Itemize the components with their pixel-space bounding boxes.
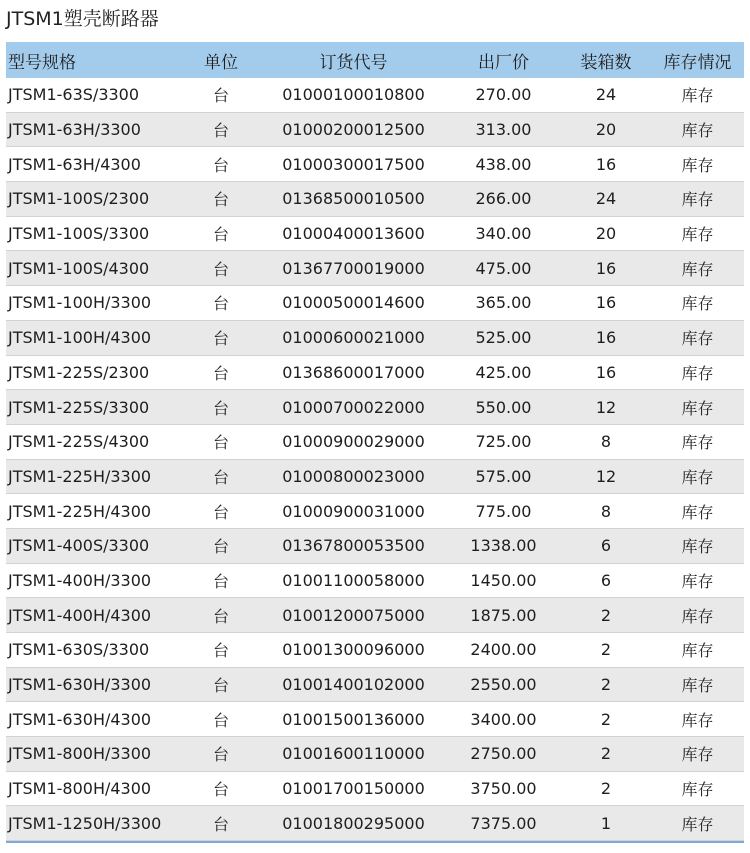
cell-model: JTSM1-100H/3300 [8,293,152,313]
cell-model: JTSM1-63H/4300 [8,154,141,174]
cell-order-code: 01001800295000 [282,813,425,833]
cell-order-code: 01368500010500 [282,189,425,209]
cell-order-code: 01000800023000 [282,466,425,486]
cell-unit: 台 [212,641,229,661]
cell-unit: 台 [212,710,229,730]
cell-price: 270.00 [475,85,532,105]
cell-stock: 库存 [681,259,714,279]
cell-pack-qty: 2 [600,779,612,799]
cell-stock: 库存 [681,121,714,141]
header-price: 出厂价 [478,52,529,73]
cell-unit: 台 [212,329,229,349]
cell-stock: 库存 [681,398,714,418]
table-row [6,633,744,668]
cell-model: JTSM1-800H/4300 [8,779,152,799]
cell-order-code: 01000900029000 [282,432,425,452]
cell-stock: 库存 [681,433,714,453]
table-row [6,529,744,564]
price-table [6,42,744,841]
cell-pack-qty: 2 [600,640,612,660]
cell-stock: 库存 [681,710,714,730]
cell-price: 2400.00 [470,640,537,660]
table-row [6,702,744,737]
cell-stock: 库存 [681,190,714,210]
cell-unit: 台 [212,676,229,696]
cell-model: JTSM1-100S/4300 [8,258,150,278]
table-row [6,113,744,148]
cell-pack-qty: 2 [600,709,612,729]
cell-pack-qty: 20 [595,224,617,244]
cell-stock: 库存 [681,467,714,487]
cell-unit: 台 [212,259,229,279]
cell-price: 1875.00 [470,605,537,625]
cell-model: JTSM1-630H/4300 [8,709,152,729]
cell-pack-qty: 24 [595,189,617,209]
cell-price: 340.00 [475,224,532,244]
table-row [6,772,744,807]
cell-pack-qty: 20 [595,120,617,140]
page-title: JTSM1塑壳断路器 [6,8,159,30]
cell-pack-qty: 6 [600,570,612,590]
cell-unit: 台 [212,606,229,626]
cell-model: JTSM1-225H/4300 [8,501,152,521]
cell-order-code: 01000600021000 [282,328,425,348]
cell-stock: 库存 [681,780,714,800]
cell-unit: 台 [212,121,229,141]
cell-price: 313.00 [475,120,532,140]
cell-price: 266.00 [475,189,532,209]
cell-model: JTSM1-800H/3300 [8,744,152,764]
table-row [6,147,744,182]
table-row [6,321,744,356]
cell-stock: 库存 [681,606,714,626]
cell-unit: 台 [212,537,229,557]
cell-stock: 库存 [681,676,714,696]
cell-price: 438.00 [475,154,532,174]
cell-price: 1338.00 [470,536,537,556]
cell-order-code: 01000400013600 [282,224,425,244]
cell-order-code: 01367800053500 [282,536,425,556]
cell-unit: 台 [212,467,229,487]
cell-stock: 库存 [681,155,714,175]
table-row [6,668,744,703]
cell-price: 575.00 [475,466,532,486]
header-order-code: 订货代号 [319,52,388,73]
cell-order-code: 01001700150000 [282,779,425,799]
cell-model: JTSM1-225S/2300 [8,362,150,382]
cell-unit: 台 [212,814,229,834]
header-pack-qty: 装箱数 [580,52,632,73]
cell-price: 550.00 [475,397,532,417]
cell-unit: 台 [212,155,229,175]
cell-price: 3400.00 [470,709,537,729]
cell-model: JTSM1-400H/4300 [8,605,152,625]
cell-order-code: 01000500014600 [282,293,425,313]
table-row [6,564,744,599]
cell-pack-qty: 16 [595,293,617,313]
cell-model: JTSM1-400S/3300 [8,536,150,556]
cell-model: JTSM1-630S/3300 [8,640,150,660]
cell-unit: 台 [212,502,229,522]
header-unit: 单位 [204,52,238,73]
table-header [6,42,744,78]
cell-price: 2750.00 [470,744,537,764]
cell-pack-qty: 24 [595,85,617,105]
table-row [6,425,744,460]
cell-pack-qty: 12 [595,466,617,486]
cell-pack-qty: 2 [600,605,612,625]
cell-stock: 库存 [681,502,714,522]
cell-price: 1450.00 [470,570,537,590]
cell-stock: 库存 [681,329,714,349]
cell-unit: 台 [212,433,229,453]
cell-unit: 台 [212,86,229,106]
cell-unit: 台 [212,190,229,210]
cell-stock: 库存 [681,745,714,765]
header-stock: 库存情况 [663,52,732,73]
table-row [6,251,744,286]
cell-model: JTSM1-63S/3300 [8,85,140,105]
table-bottom-rule [6,841,744,843]
cell-model: JTSM1-225H/3300 [8,466,152,486]
cell-order-code: 01001500136000 [282,709,425,729]
cell-pack-qty: 2 [600,744,612,764]
cell-model: JTSM1-225S/3300 [8,397,150,417]
cell-unit: 台 [212,745,229,765]
cell-order-code: 01000300017500 [282,154,425,174]
cell-model: JTSM1-630H/3300 [8,675,152,695]
cell-unit: 台 [212,294,229,314]
cell-order-code: 01000100010800 [282,85,425,105]
cell-stock: 库存 [681,814,714,834]
cell-pack-qty: 16 [595,362,617,382]
cell-stock: 库存 [681,363,714,383]
cell-price: 525.00 [475,328,532,348]
cell-stock: 库存 [681,294,714,314]
cell-model: JTSM1-1250H/3300 [8,813,162,833]
cell-pack-qty: 16 [595,154,617,174]
cell-price: 365.00 [475,293,532,313]
cell-price: 7375.00 [470,813,537,833]
table-row [6,598,744,633]
table-row [6,737,744,772]
cell-order-code: 01001100058000 [282,570,425,590]
cell-stock: 库存 [681,86,714,106]
cell-model: JTSM1-400H/3300 [8,570,152,590]
cell-unit: 台 [212,363,229,383]
table-body [6,78,744,841]
cell-unit: 台 [212,225,229,245]
cell-order-code: 01000200012500 [282,120,425,140]
cell-model: JTSM1-100H/4300 [8,328,152,348]
cell-price: 475.00 [475,258,532,278]
table-row [6,806,744,841]
cell-model: JTSM1-225S/4300 [8,432,150,452]
cell-pack-qty: 16 [595,328,617,348]
cell-price: 3750.00 [470,779,537,799]
cell-order-code: 01367700019000 [282,258,425,278]
cell-pack-qty: 8 [600,501,612,521]
cell-pack-qty: 12 [595,397,617,417]
cell-order-code: 01001400102000 [282,675,425,695]
cell-price: 725.00 [475,432,532,452]
cell-order-code: 01368600017000 [282,362,425,382]
table-row [6,494,744,529]
header-model: 型号规格 [8,52,76,73]
cell-model: JTSM1-100S/2300 [8,189,150,209]
cell-pack-qty: 8 [600,432,612,452]
cell-model: JTSM1-100S/3300 [8,224,150,244]
cell-pack-qty: 1 [600,813,612,833]
cell-unit: 台 [212,398,229,418]
cell-order-code: 01001200075000 [282,605,425,625]
cell-unit: 台 [212,571,229,591]
cell-order-code: 01001300096000 [282,640,425,660]
table-row [6,460,744,495]
cell-stock: 库存 [681,537,714,557]
table-row [6,286,744,321]
cell-price: 425.00 [475,362,532,382]
table-row [6,182,744,217]
cell-stock: 库存 [681,225,714,245]
cell-order-code: 01000900031000 [282,501,425,521]
table-row [6,78,744,113]
cell-stock: 库存 [681,571,714,591]
cell-price: 775.00 [475,501,532,521]
cell-order-code: 01000700022000 [282,397,425,417]
cell-price: 2550.00 [470,675,537,695]
cell-unit: 台 [212,780,229,800]
cell-pack-qty: 2 [600,675,612,695]
cell-pack-qty: 6 [600,536,612,556]
table-row [6,217,744,252]
table-row [6,356,744,391]
table-row [6,390,744,425]
cell-pack-qty: 16 [595,258,617,278]
cell-stock: 库存 [681,641,714,661]
cell-model: JTSM1-63H/3300 [8,120,141,140]
cell-order-code: 01001600110000 [282,744,425,764]
